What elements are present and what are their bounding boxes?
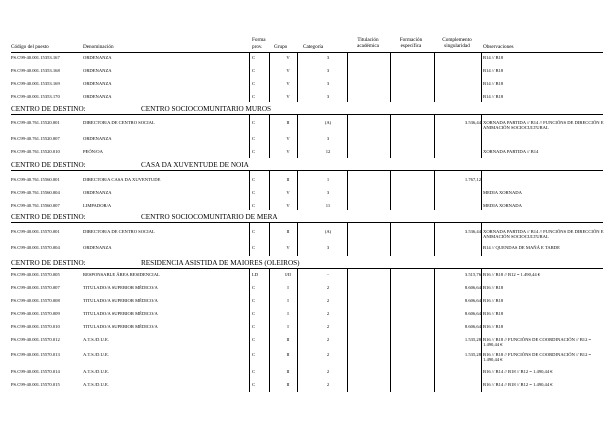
cell-forma: C [252,149,256,154]
cell-observaciones: B16 // B18 [483,285,504,290]
cell-forma: C [252,229,256,234]
cell-observaciones: B14 // B18 [483,68,504,73]
cell-code: PS.C99-40.001.15353.167 [11,55,60,60]
cell-forma: C [252,245,256,250]
column-separator [390,114,391,158]
cell-forma: C [252,68,256,73]
cell-observaciones: B16 // B14 // B18 // B12 = 1.490,44 € [483,382,553,387]
cell-denominacion: TITULADO/A SUPERIOR MÉDICO/A [83,324,158,329]
cell-forma: C [252,298,256,303]
cell-observaciones: B16 // B18 // B12 = 1.490,44 € [483,272,541,277]
cell-forma: C [252,311,256,316]
cell-categoria: 3 [326,136,330,141]
cell-complemento: 8.606,64 [464,285,481,290]
section-title [11,161,249,169]
cell-grupo: V [286,190,290,195]
column-separator [249,222,250,256]
cell-denominacion: ORDENANZA [83,94,112,99]
table-row [0,285,615,299]
cell-forma: C [252,324,256,329]
cell-observaciones: B16 // B18 [483,324,504,329]
cell-grupo: V [286,149,290,154]
cell-observaciones: MEDIA XORNADA [483,203,522,208]
cell-denominacion: A.T.S./D.U.E. [83,369,109,374]
cell-forma: C [252,203,256,208]
header-forma-line1: Forma [252,37,266,43]
cell-denominacion: A.T.S./D.U.E. [83,352,109,357]
cell-denominacion: ORDENANZA [83,245,112,250]
table-row [0,68,615,82]
column-separator [249,114,250,158]
cell-categoria: - [327,272,329,277]
cell-grupo: I [287,311,289,316]
cell-observaciones: B16 // B18 [483,298,504,303]
section-label: CENTRO DE DESTINO: [11,105,86,113]
column-separator [297,53,298,102]
column-separator [481,170,482,210]
table-row [0,177,615,191]
cell-grupo: I [287,285,289,290]
cell-forma: C [252,81,256,86]
column-separator [269,114,270,158]
cell-denominacion: RESPONSABLE ÁREA RESIDENCIAL [83,272,160,277]
cell-code: PS.C99-40.001.15570.014 [11,369,60,374]
table-row [0,311,615,325]
cell-observaciones: B14 // B18 [483,55,504,60]
cell-complemento: 8.606,64 [464,311,481,316]
table-row [0,229,615,243]
column-separator [434,53,435,102]
column-separator [434,170,435,210]
cell-code: PS.C99-40.761.15520.001 [11,120,60,125]
table-row [0,337,615,351]
cell-denominacion: TITULADO/A SUPERIOR MÉDICO/A [83,285,158,290]
cell-complemento: 3.536,44 [464,229,481,234]
cell-categoria: 1 [326,177,330,182]
header-categoria: Categoría [303,44,324,50]
section-title [11,213,278,221]
cell-forma: C [252,55,256,60]
cell-categoria: 2 [326,285,330,290]
cell-code: PS.C99-40.761.15520.007 [11,136,60,141]
header-titulacion-line1: Titulación [357,37,379,43]
header-grupo: Grupo [274,44,288,50]
cell-denominacion: A.T.S./D.U.E. [83,337,109,342]
cell-complemento: 8.606,64 [464,324,481,329]
cell-grupo: II [286,352,290,357]
cell-grupo: I/II [285,272,291,277]
table-row [0,324,615,338]
cell-observaciones: B14 // B18 [483,94,504,99]
cell-grupo: V [286,136,290,141]
column-separator [347,53,348,102]
cell-categoria: 2 [326,382,330,387]
column-separator [347,114,348,158]
cell-observaciones: B14 // B18 [483,81,504,86]
cell-complemento: 1.535,28 [464,337,481,342]
header-forma-line2: prov. [252,44,263,50]
cell-grupo: II [286,369,290,374]
cell-categoria: 3 [326,55,330,60]
cell-code: PS.C99-40.001.15570.015 [11,382,60,387]
cell-categoria: 2 [326,324,330,329]
cell-grupo: V [286,203,290,208]
column-separator [249,53,250,102]
cell-categoria: 3 [326,245,330,250]
cell-code: PS.C99-40.001.15570.005 [11,272,60,277]
cell-categoria: 2 [326,337,330,342]
cell-code: PS.C99-40.001.15353.168 [11,68,60,73]
cell-code: PS.C99-40.001.15570.008 [11,298,60,303]
table-row [0,190,615,204]
section-title [11,259,300,267]
section-rule [11,114,603,115]
cell-denominacion: ORDENANZA [83,68,112,73]
cell-categoria: 12 [325,149,331,154]
cell-code: PS.C99-40.001.15570.001 [11,229,60,234]
cell-categoria: 3 [326,81,330,86]
cell-forma: C [252,190,256,195]
cell-code: PS.C99-40.001.15570.009 [11,311,60,316]
column-separator [390,170,391,210]
column-separator [249,170,250,210]
section-name: CASA DA XUVENTUDE DE NOIA [141,161,249,169]
cell-forma: LD [252,272,259,277]
cell-observaciones: XORNADA PARTIDA // B14 // FUNCIÓNS DE DIRECCIÓN E ANIMACIÓN SOCIOCULTURAL [483,120,604,131]
cell-denominacion: PEÓN/OA [83,149,103,154]
cell-observaciones: B16 // B14 // B18 // B12 = 1.490,44 € [483,369,553,374]
column-separator [297,170,298,210]
header-codigo: Código del puesto [11,44,49,50]
section-name: CENTRO SOCIOCOMUNITARIO DE MERA [141,213,278,221]
cell-code: PS.C99-40.001.15353.169 [11,81,60,86]
cell-grupo: V [286,245,290,250]
cell-code: PS.C99-40.761.15520.010 [11,149,60,154]
cell-forma: C [252,120,256,125]
cell-grupo: II [286,382,290,387]
column-separator [481,53,482,102]
cell-denominacion: A.T.S./D.U.E. [83,382,109,387]
cell-categoria: 11 [325,203,331,208]
cell-code: PS.C99-40.001.15570.004 [11,245,60,250]
column-separator [269,222,270,256]
cell-complemento: 1.535,28 [464,352,481,357]
cell-grupo: I [287,298,289,303]
header-formacion-line1: Formación [399,37,423,43]
cell-denominacion: ORDENANZA [83,190,112,195]
column-separator [481,114,482,158]
header-titulacion-line2: académica [357,43,379,49]
header-observaciones: Observaciones [483,44,514,50]
cell-denominacion: ORDENANZA [83,81,112,86]
cell-forma: C [252,94,256,99]
cell-categoria: 3 [326,68,330,73]
cell-code: PS.C99-40.001.15570.010 [11,324,60,329]
cell-code: PS.C99-40.761.15560.004 [11,190,60,195]
cell-grupo: II [286,177,290,182]
column-separator [434,222,435,256]
cell-denominacion: LIMPADOR/A [83,203,112,208]
cell-observaciones: XORNADA PARTIDA // B14 [483,149,539,154]
column-separator [269,53,270,102]
cell-grupo: II [286,337,290,342]
cell-observaciones: B14 // QUENDAS DE MAÑÁ E TARDE [483,245,560,250]
section-name: RESIDENCIA ASISTIDA DE MAIORES (OLEIROS) [141,259,300,267]
column-separator [297,114,298,158]
cell-observaciones: B16 // B18 [483,311,504,316]
cell-forma: C [252,285,256,290]
cell-categoria: (A) [324,229,332,234]
cell-denominacion: ORDENANZA [83,55,112,60]
cell-complemento: 3.515,76 [464,272,481,277]
cell-forma: C [252,369,256,374]
cell-denominacion: TITULADO/A SUPERIOR MÉDICO/A [83,298,158,303]
cell-categoria: (A) [324,120,332,125]
header-formacion-line2: específica [400,43,422,49]
column-separator [347,268,348,392]
table-row [0,369,615,383]
cell-denominacion: DIRECTOR/A DE CENTRO SOCIAL [83,120,155,125]
cell-grupo: II [286,229,290,234]
section-label: CENTRO DE DESTINO: [11,213,86,221]
cell-categoria: 2 [326,298,330,303]
section-label: CENTRO DE DESTINO: [11,161,86,169]
column-separator [347,170,348,210]
table-row [0,81,615,95]
cell-observaciones: XORNADA PARTIDA // B14 // FUNCIÓNS DE DIRECCIÓN E ANIMACIÓN SOCIOCULTURAL [483,229,604,240]
cell-grupo: I [287,324,289,329]
column-separator [390,268,391,392]
cell-categoria: 2 [326,311,330,316]
column-separator [481,268,482,392]
table-row [0,272,615,286]
section-title [11,105,271,113]
table-row [0,382,615,396]
cell-forma: C [252,337,256,342]
cell-code: PS.C99-40.761.15560.007 [11,203,60,208]
cell-code: PS.C99-40.001.15570.012 [11,337,60,342]
cell-observaciones: B16 // B18 // FUNCIÓNS DE COORDINACIÓN // B12 = 1.490,44 € [483,352,592,363]
column-separator [481,222,482,256]
cell-complemento: 3.536,44 [464,120,481,125]
cell-complemento: 1.767,12 [464,177,481,182]
table-row [0,245,615,259]
cell-forma: C [252,352,256,357]
cell-denominacion: ORDENANZA [83,136,112,141]
column-separator [347,222,348,256]
column-separator [434,114,435,158]
cell-grupo: V [286,68,290,73]
cell-grupo: II [286,120,290,125]
cell-grupo: V [286,81,290,86]
cell-forma: C [252,177,256,182]
cell-denominacion: TITULADO/A SUPERIOR MÉDICO/A [83,311,158,316]
section-label: CENTRO DE DESTINO: [11,259,86,267]
cell-forma: C [252,382,256,387]
cell-categoria: 3 [326,190,330,195]
table-row [0,55,615,69]
table-row [0,298,615,312]
cell-code: PS.C99-40.001.15570.007 [11,285,60,290]
header-complemento-line1: Complemento [442,37,472,43]
column-separator [269,170,270,210]
column-separator [390,222,391,256]
cell-grupo: V [286,94,290,99]
section-rule [11,222,603,223]
column-separator [390,53,391,102]
cell-observaciones: B16 // B18 // FUNCIÓNS DE COORDINACIÓN // B12 = 1.490,44 € [483,337,592,348]
cell-denominacion: DIRECTOR/A CASA DA XUVENTUDE [83,177,161,182]
section-rule [11,268,603,269]
cell-observaciones: MEDIA XORNADA [483,190,522,195]
cell-categoria: 3 [326,94,330,99]
cell-code: PS.C99-40.761.15560.001 [11,177,60,182]
header-complemento-line2: singularidad [444,43,470,49]
section-rule [11,170,603,171]
cell-code: PS.C99-40.001.15353.170 [11,94,60,99]
column-separator [297,222,298,256]
section-name: CENTRO SOCIOCOMUNITARIO MUROS [141,105,272,113]
cell-forma: C [252,136,256,141]
cell-grupo: V [286,55,290,60]
cell-categoria: 2 [326,369,330,374]
table-row [0,136,615,150]
cell-categoria: 2 [326,352,330,357]
column-separator [269,268,270,392]
cell-code: PS.C99-40.001.15570.013 [11,352,60,357]
column-separator [297,268,298,392]
header-rule [11,52,603,53]
header-denominacion: Denominación [83,44,114,50]
column-separator [434,268,435,392]
table-row [0,352,615,366]
cell-denominacion: DIRECTOR/A DE CENTRO SOCIAL [83,229,155,234]
column-separator [249,268,250,392]
cell-complemento: 8.606,64 [464,298,481,303]
table-row [0,120,615,134]
